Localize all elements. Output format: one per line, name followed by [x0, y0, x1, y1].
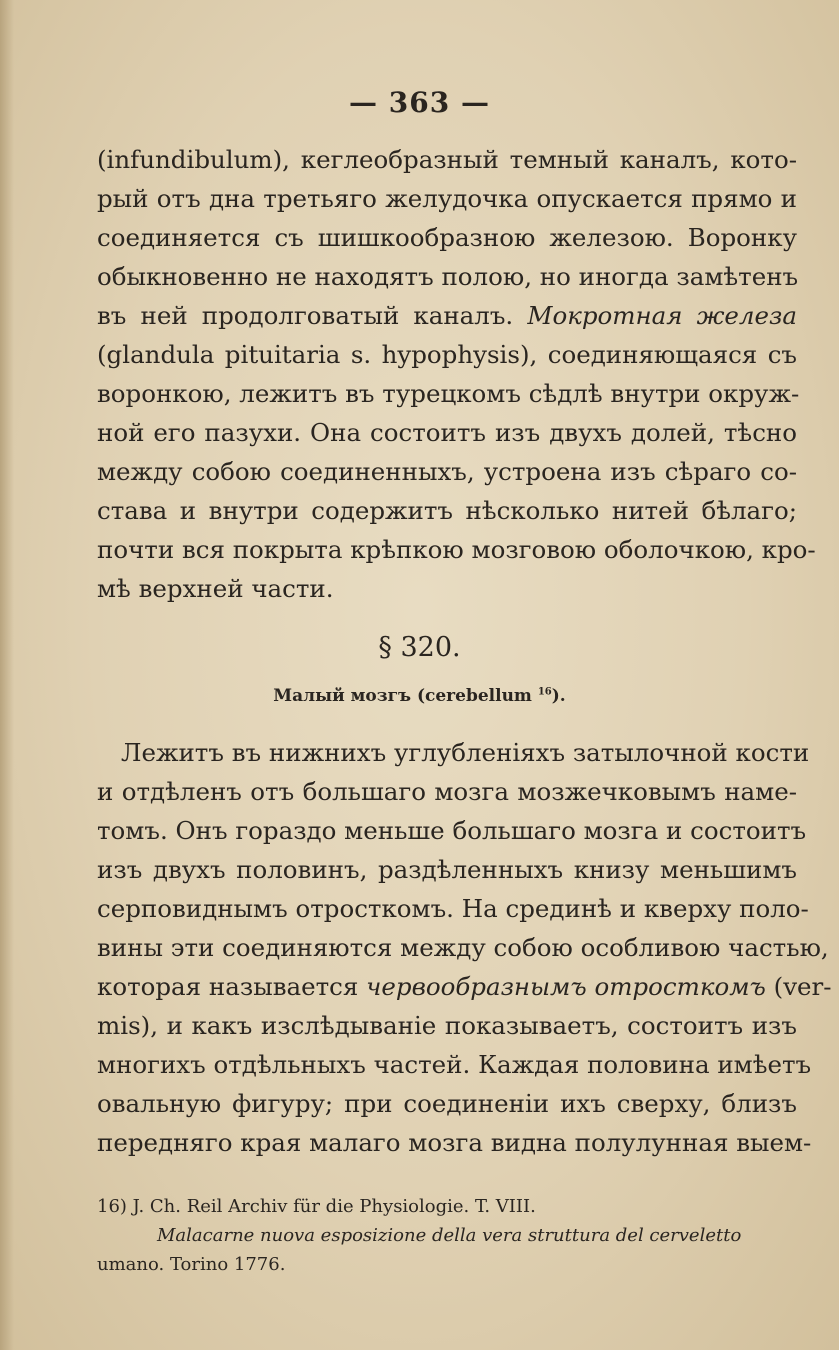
footnote — [97, 1192, 797, 1279]
text-line: вины эти соединяются между собою особливою частью, — [97, 933, 829, 962]
text-line: и отдѣленъ отъ большаго мозга мозжечковымъ наме- — [97, 777, 797, 806]
italic-term-vermis: червообразнымъ отросткомъ — [366, 972, 766, 1001]
footnote-line: Malacarne nuova esposizione della vera struttura del cerveletto — [157, 1225, 742, 1246]
section-heading: § 320. — [378, 632, 461, 663]
text-line: томъ. Онъ гораздо меньше большаго мозга и состоитъ — [97, 816, 807, 845]
text-line: (glandula pituitaria s. hypophysis), соединяющаяся съ — [97, 340, 797, 369]
footnote-line: 16) J. Ch. Reil Archiv für die Physiologie. T. VIII. — [97, 1196, 536, 1217]
text-line-with-term — [97, 296, 797, 335]
text-line: передняго края малаго мозга видна полулунная выем- — [97, 1128, 812, 1157]
text-line: мѣ верхней части. — [97, 574, 334, 603]
footnote-reference: 16 — [537, 686, 552, 698]
section-subtitle — [0, 686, 839, 706]
text-line: Лежитъ въ нижнихъ углубленіяхъ затылочной кости — [121, 738, 810, 767]
text-line: обыкновенно не находятъ полою, но иногда замѣтенъ — [97, 262, 799, 291]
text-line-with-term — [97, 967, 832, 1006]
text-line: овальную фигуру; при соединеніи ихъ сверху, близъ — [97, 1089, 797, 1118]
page-edge-shadow — [0, 0, 14, 1350]
page-number: — 363 — — [349, 86, 490, 119]
text-line: почти вся покрыта крѣпкою мозговою оболочкою, кро- — [97, 535, 816, 564]
text-line: соединяется съ шишкообразною железою. Воронку — [97, 223, 797, 252]
subtitle-close: ). — [551, 686, 566, 706]
text-line: изъ двухъ половинъ, раздѣленныхъ книзу меньшимъ — [97, 855, 797, 884]
paragraph-cerebellum — [97, 733, 832, 1162]
text-line: между собою соединенныхъ, устроена изъ сѣраго со- — [97, 457, 797, 486]
text-line: ной его пазухи. Она состоитъ изъ двухъ долей, тѣсно — [97, 418, 797, 447]
text-fragment: (ver- — [773, 972, 832, 1001]
footnote-line: umano. Torino 1776. — [97, 1254, 286, 1275]
text-line: mis), и какъ изслѣдываніе показываетъ, состоитъ изъ — [97, 1011, 797, 1040]
text-line: (infundibulum), кеглеобразный темный каналъ, кото- — [97, 145, 797, 174]
text-fragment: въ ней продолговатый каналъ. — [97, 301, 514, 330]
paragraph-infundibulum — [97, 140, 816, 608]
subtitle-text: Малый мозгъ (cerebellum — [273, 686, 532, 706]
text-line: серповиднымъ отросткомъ. На срединѣ и кверху поло- — [97, 894, 809, 923]
text-fragment: которая называется — [97, 972, 359, 1001]
text-line: рый отъ дна третьяго желудочка опускается прямо и — [97, 184, 797, 213]
text-line: многихъ отдѣльныхъ частей. Каждая половина имѣетъ — [97, 1050, 812, 1079]
italic-term-pituitary: Мокротная железа — [527, 301, 797, 330]
text-line: воронкою, лежитъ въ турецкомъ сѣдлѣ внутри окруж- — [97, 379, 800, 408]
text-line: става и внутри содержитъ нѣсколько нитей бѣлаго; — [97, 496, 797, 525]
